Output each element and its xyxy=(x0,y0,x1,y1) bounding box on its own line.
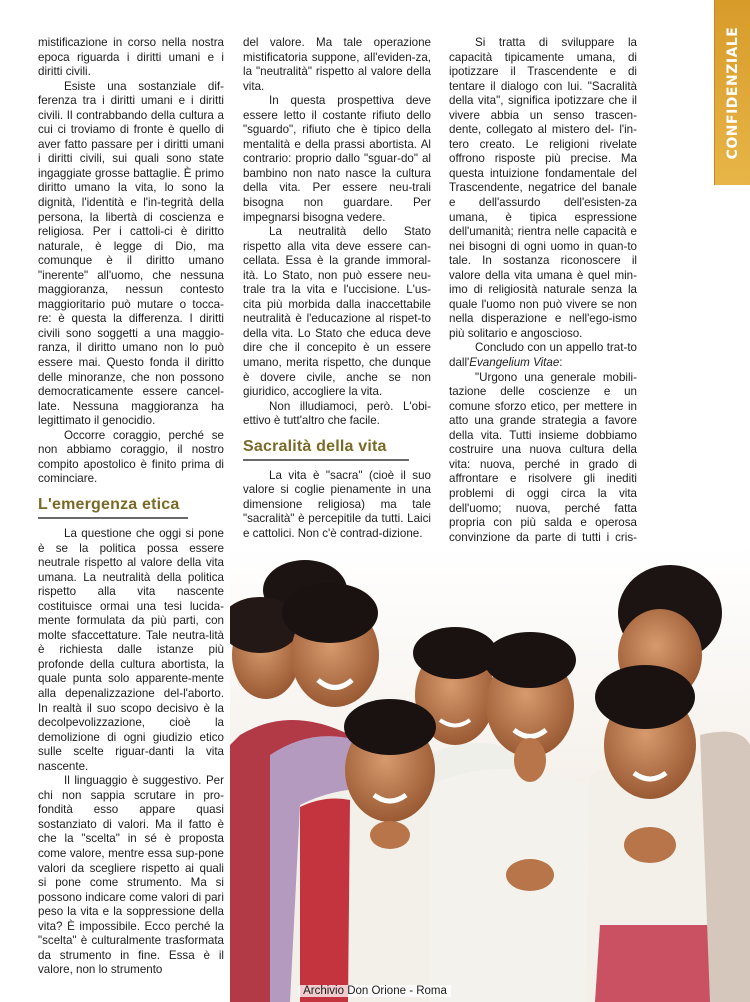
paragraph: La vita è "sacra" (cioè il suo valore si coglie pienamente in una dimensione religiosa) ma tale "sacralità" è percepitile da tutti. Laici e cattolici. Non c'è contrad-dizione. xyxy=(243,468,431,540)
text-column-2 xyxy=(243,36,431,542)
paragraph: Si tratta di sviluppare la capacità tipicamente umana, di ipotizzare il Trascendente e di tentare il dialogo con lui. "Sacralità della vita", significa ipotizzare che il vivere abbia un senso trascen-dente, collegato al mistero del- l'in-tero creato. Le religioni rivelate offrono risposte più precise. Ma questa intuizione fondamentale del Trascendente, negatrice del banale e dell'assurdo dell'esisten-za umana, è tipica espressione dell'umanità; rientra nelle capacità e nei bisogni di ogni uomo in quan-to tale. In sostanza riconoscere il valore della vita umana è quel min-imo di religiosità naturale senza la quale l'uomo non può vivere se non nella disperazione e nell'ego-ismo più solitario e angoscioso. xyxy=(449,36,637,340)
paragraph: La questione che oggi si pone è se la politica possa essere neutrale rispetto al valore della vita umana. La neutralità della politica rispetto alla vita nascente costituisce ormai una tesi lucida-mente formulata da più parti, con molte sfaccettature. Tale neutra-lità è richiesta dalle istanze più profonde della cultura abortista, la quale punta solo apparente-mente alla depenalizzazione del-l'aborto. In realtà il suo scopo decisivo è la decolpevolizzazione, cioè la demolizione di ogni giudizio etico sulle scelte riguar-danti la vita nascente. xyxy=(38,526,224,773)
archive-footer-text: Archivio Don Orione - Roma xyxy=(299,985,451,997)
paragraph: La neutralità dello Stato rispetto alla vita deve essere can-cellata. Essa è la grande immoral-ità. Lo Stato, non può essere neu-trale tra la vita e l'uccisione. L'us-cita più morbida dalla inaccettabile neutralità è l'educazione al rispet-to della vita. Lo Stato che educa deve dire che il concepito è un essere umano, merita rispetto, che dunque è dovere civile, anche se non giuridico, accogliere la vita. xyxy=(243,225,431,399)
section-heading: L'emergenza etica xyxy=(38,495,188,519)
paragraph: Il linguaggio è suggestivo. Per chi non sappia scrutare in pro-fondità esso appare quasi sostanziato di valori. Ma il fatto è che la "scelta" in sé è proposta come valore, mentre essa sup-pone valori da scegliere rispetto ai quali si pone come strumento. Ma si possono indicare come valori di pari peso la vita e la soppressione della vita? È impossibile. Ecco perché la "scelta" è culturalmente trasformata da strumento in fine. Essa è il valore, non lo strumento xyxy=(38,774,224,977)
section-heading: Sacralità della vita xyxy=(243,437,409,461)
paragraph: In questa prospettiva deve essere letto il costante rifiuto dello "sguardo", rifiuto che è tipico della mentalità e della prassi abortista. Al contrario: proprio dallo "sguar-do" al bambino non nato nasce la cultura della vita. Per essere neu-trali bisogna non guardare. Per impegnarsi bisogna vedere. xyxy=(243,94,431,224)
section-tab xyxy=(714,0,750,185)
paragraph: Non illudiamoci, però. L'obi-ettivo è tutt'altro che facile. xyxy=(243,399,431,428)
paragraph xyxy=(449,341,637,370)
text-column-3 xyxy=(449,36,637,589)
text-column-1 xyxy=(38,36,224,978)
archive-footer xyxy=(0,985,750,997)
section-tab-label: CONFIDENZIALE xyxy=(725,26,741,159)
paragraph-lead: Concludo con un appello trat-to dall' xyxy=(449,341,637,370)
paragraph: Esiste una sostanziale dif-ferenza tra i diritti umani e i diritti civili. Il contrabbando della cultura a cui ci troviamo di fronte è quello di aver fatto passare per i diritti umani i diritti civili, sui quali sono state ingaggiate grosse battaglie. È primo diritto umano la vita, lo sono la dignità, l'identità e l'in-tegrità della persona, la libertà di coscienza e religiosa. Per i cattoli-ci è diritto naturale, è legge di Dio, ma comunque è il diritto umano "inerente" all'uomo, che nessuna maggioranza, nessun contesto maggioritario può mutare o tocca-re: è questa la differenza. I diritti civili sono soggetti a una maggio-ranza, il diritto umano non lo può essere mai. Questo fonda il diritto delle minoranze, che non possono democraticamente essere cancel-late. Nessuna maggioranza ha legittimato il genocidio. xyxy=(38,79,224,428)
paragraph: mistificazione in corso nella nostra epoca riguarda i diritti umani e i diritti civili. xyxy=(38,36,224,79)
paragraph: del valore. Ma tale operazione mistificatoria suppone, all'eviden-za, la "neutralità" rispetto al valore della vita. xyxy=(243,36,431,93)
quote-paragraph: "Urgono una generale mobili-tazione delle coscienze e un comune sforzo etico, per mettere in atto una grande strategia a favore della vita. Tutti insieme dobbiamo costruire una nuova cultura della vita: nuova, perché in grado di affrontare e risolvere gli inediti problemi di oggi circa la vita dell'uomo; nuova, perché fatta propria con più salda e operosa convinzione da parte di tutti i cris- xyxy=(449,370,637,544)
paragraph-tail: : xyxy=(559,356,563,370)
paragraph: Occorre coraggio, perché se non abbiamo coraggio, il nostro compito apostolico è finito prima di cominciare. xyxy=(38,428,224,486)
document-title: Evangelium Vitae xyxy=(469,356,560,370)
children-photo xyxy=(230,545,750,1002)
